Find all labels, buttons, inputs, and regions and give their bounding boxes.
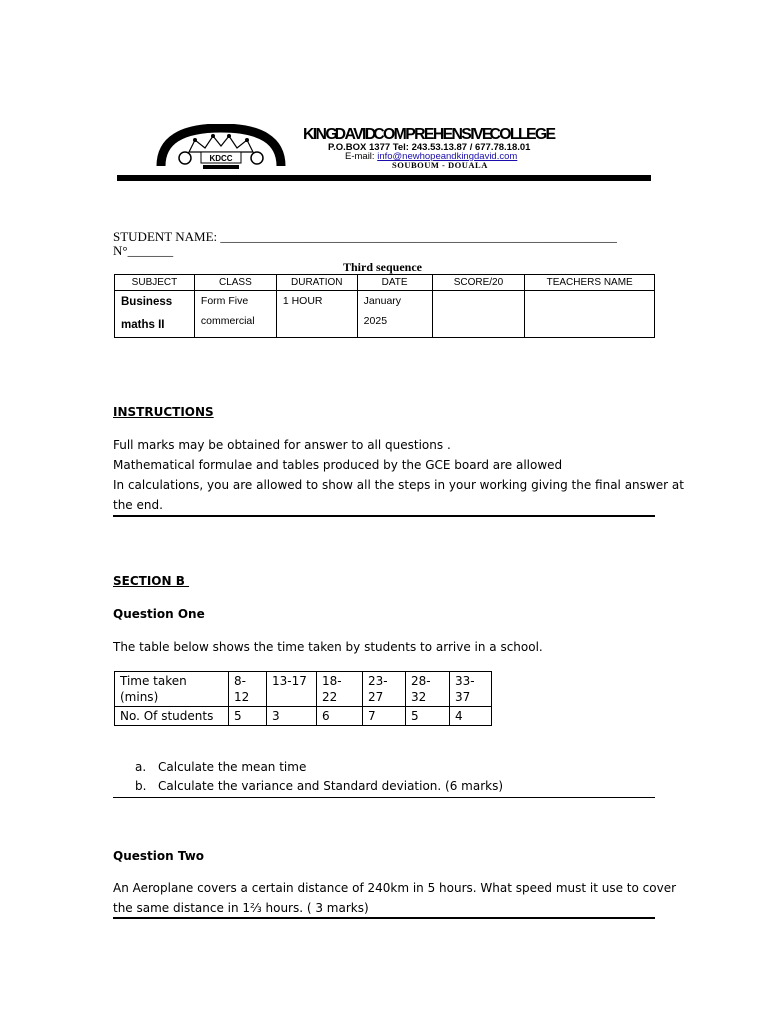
student-number-field[interactable]: N°_______ <box>113 243 174 258</box>
part-letter: a. <box>135 760 147 774</box>
email-link[interactable]: info@newhopeandkingdavid.com <box>377 151 518 162</box>
time-taken-label <box>115 672 229 707</box>
header-teachers-name: TEACHERS NAME <box>525 275 655 291</box>
class-line: commercial <box>200 315 255 327</box>
class-line: Form Five <box>200 295 249 307</box>
question-two-title: Question Two <box>113 849 205 863</box>
instructions-heading: INSTRUCTIONS <box>113 405 214 419</box>
college-logo <box>155 124 287 172</box>
section-b-heading: SECTION B <box>113 574 190 588</box>
teachers-name-cell[interactable] <box>525 291 655 338</box>
part-text: Calculate the variance and Standard deviation. (6 marks) <box>158 779 504 793</box>
question-two-line: the same distance in 1⅔ hours. ( 3 marks) <box>113 901 369 915</box>
list-item <box>135 779 503 793</box>
contact-line: P.O.BOX 1377 Tel: 243.53.13.87 / 677.78.18.01 <box>328 142 531 153</box>
interval-line: 22 <box>322 690 338 704</box>
header-duration: DURATION <box>276 275 357 291</box>
school-location: SOUBOUM - DOUALA <box>392 160 488 170</box>
count-cell: 6 <box>317 707 363 726</box>
count-cell: 5 <box>406 707 450 726</box>
table-row <box>115 707 492 726</box>
instruction-line: Mathematical formulae and tables produced by the GCE board are allowed <box>113 458 563 472</box>
instruction-line: the end. <box>113 498 163 512</box>
interval-cell: 28-32 <box>406 672 450 707</box>
count-cell: 5 <box>229 707 267 726</box>
svg-text:KDCC: KDCC <box>209 154 233 163</box>
table-row <box>115 672 492 707</box>
table-row <box>115 291 655 338</box>
header-subject: SUBJECT <box>115 275 195 291</box>
subject-line: maths II <box>121 319 165 331</box>
question-one-title: Question One <box>113 607 205 621</box>
count-cell: 7 <box>363 707 406 726</box>
header-score: SCORE/20 <box>432 275 525 291</box>
score-cell[interactable] <box>432 291 525 338</box>
subject-line: Business <box>121 296 173 308</box>
header-divider <box>117 175 651 181</box>
exam-info-table <box>114 274 655 338</box>
count-cell: 3 <box>267 707 317 726</box>
question-one-intro: The table below shows the time taken by students to arrive in a school. <box>113 640 543 654</box>
section-divider <box>113 515 655 517</box>
instruction-line: Full marks may be obtained for answer to all questions . <box>113 438 451 452</box>
subject-cell <box>115 291 195 338</box>
part-text: Calculate the mean time <box>158 760 307 774</box>
school-name: KING DAVID COMPREHENSIVE COLLEGE <box>303 126 555 143</box>
count-cell: 4 <box>450 707 492 726</box>
instruction-line: In calculations, you are allowed to show all the steps in your working giving the final answer at <box>113 478 684 492</box>
question-two-line: An Aeroplane covers a certain distance of 240km in 5 hours. What speed must it use to cover <box>113 881 677 895</box>
interval-cell: 8-12 <box>229 672 267 707</box>
duration-cell: 1 HOUR <box>276 291 357 338</box>
sequence-title: Third sequence <box>343 260 423 274</box>
student-name-field[interactable]: STUDENT NAME: _____________________________________________________________ <box>113 229 617 244</box>
class-cell <box>194 291 276 338</box>
students-label: No. Of students <box>115 707 229 726</box>
label-line: (mins) <box>120 690 159 704</box>
interval-cell <box>317 672 363 707</box>
interval-cell: 13-17 <box>267 672 317 707</box>
interval-cell: 23-27 <box>363 672 406 707</box>
interval-line: 18- <box>322 674 342 688</box>
list-item <box>135 760 306 774</box>
email-label: E-mail: <box>345 151 378 162</box>
time-taken-table <box>114 671 492 726</box>
interval-cell: 33-37 <box>450 672 492 707</box>
part-letter: b. <box>135 779 147 793</box>
section-divider <box>113 917 655 919</box>
header-date: DATE <box>357 275 432 291</box>
section-divider <box>113 797 655 798</box>
header-class: CLASS <box>194 275 276 291</box>
label-line: Time taken <box>120 674 187 688</box>
date-cell: January 2025 <box>357 291 432 338</box>
table-header-row <box>115 275 655 291</box>
